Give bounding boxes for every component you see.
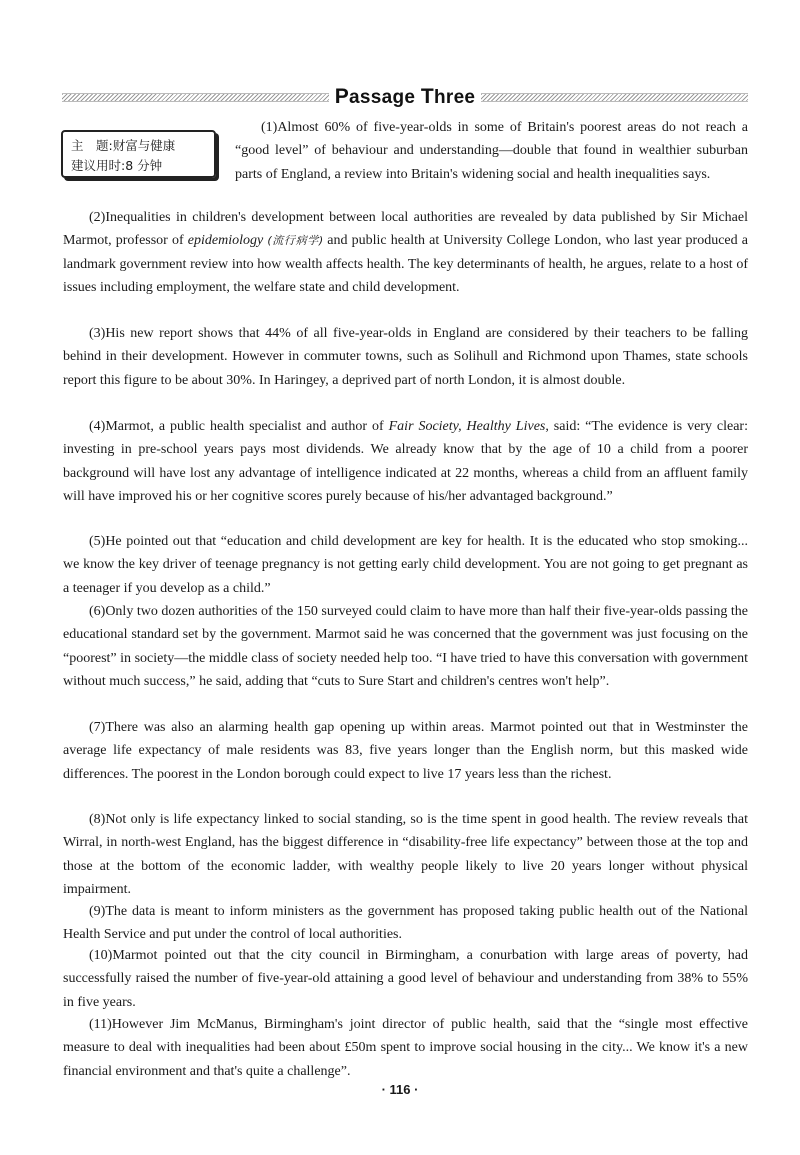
paragraph-7: (7)There was also an alarming health gap opening up within areas. Marmot pointed out that in Westminster the average life expectancy of male residents was 83, five years longer than the English norm, but this masked wide differences. The poorest in the London borough could expect to live 17 years less than the richest. (63, 720, 748, 782)
header-rule-left (62, 93, 329, 102)
passage-header (62, 84, 748, 110)
suggested-time-label: 建议用时:8 分钟 (71, 158, 163, 173)
paragraph-8: (8)Not only is life expectancy linked to social standing, so is the time spent in good health. The review reveals that Wirral, in north-west England, has the biggest difference in “disability-free life expectancy” between those at the top and those at the bottom of the economic ladder, with wealthy people likely to live 20 years longer without physical impairment. (63, 812, 748, 897)
page-number: · 116 · (381, 1082, 419, 1097)
topic-label: 主 题:财富与健康 (71, 138, 176, 153)
paragraph-6: (6)Only two dozen authorities of the 150 surveyed could claim to have more than half their five-year-olds passing the educational standard set by the government. Marmot said he was concerned that the government was just focusing on the “poorest” in society—the middle class of society needed help too. “I have tried to have this conversation with government without much success,” he said, adding that “cuts to Sure Start and children's centres won't help”. (63, 604, 748, 689)
paragraph-1: (1)Almost 60% of five-year-olds in some of Britain's poorest areas do not reach a “good level” of behaviour and understanding—double that found in wealthier suburban parts of England, a review into Britain's widening social and health inequalities says. (235, 120, 748, 182)
paragraph-10: (10)Marmot pointed out that the city council in Birmingham, a conurbation with large areas of poverty, had successfully raised the number of five-year-old attaining a good level of behaviour and understanding from 38% to 55% in five years. (63, 948, 748, 1010)
topic-box (61, 130, 216, 178)
paragraph-2: (2)Inequalities in children's development between local authorities are revealed by data published by Sir Michael Marmot, professor of epidemiology (流行病学) and public health at University College London, who last year produced a landmark government review into how wealth affects health. The key determinants of health, he argues, relate to a host of issues including employment, the welfare state and child development. (63, 210, 748, 295)
paragraph-5: (5)He pointed out that “education and child development are key for health. It is the educated who stop smoking... we know the key driver of teenage pregnancy is not getting early child development. You are not going to get pregnant as a teenager if you develop as a child.” (63, 534, 748, 596)
book-title: Fair Society, Healthy Lives (388, 419, 546, 434)
chinese-gloss: (流行病学) (263, 234, 328, 248)
passage-title: Passage Three (334, 85, 476, 108)
header-rule-right (481, 93, 748, 102)
paragraph-3: (3)His new report shows that 44% of all five-year-olds in England are considered by their teachers to be falling behind in their development. However in commuter towns, such as Solihull and Richmond upon Thames, state schools report this figure to be about 30%. In Haringey, a deprived part of north London, it is almost double. (63, 326, 748, 388)
paragraph-4: (4)Marmot, a public health specialist and author of Fair Society, Healthy Lives, said: “The evidence is very clear: investing in pre-school years pays most dividends. We already know that by the age of 10 a child from a poorer background will have lost any advantage of intelligence indicated at 22 months, whereas a child from an affluent family will have improved his or her cognitive scores purely because of his/her advantaged background.” (63, 419, 748, 504)
term-epidemiology: epidemiology (187, 233, 264, 249)
paragraph-11: (11)However Jim McManus, Birmingham's joint director of public health, said that the “single most effective measure to deal with inequalities had been about £50m spent to improve social housing in the city... We know it's a new financial environment and that's quite a challenge”. (63, 1017, 748, 1079)
paragraph-9: (9)The data is meant to inform ministers as the government has proposed taking public health out of the National Health Service and put under the control of local authorities. (63, 904, 748, 943)
